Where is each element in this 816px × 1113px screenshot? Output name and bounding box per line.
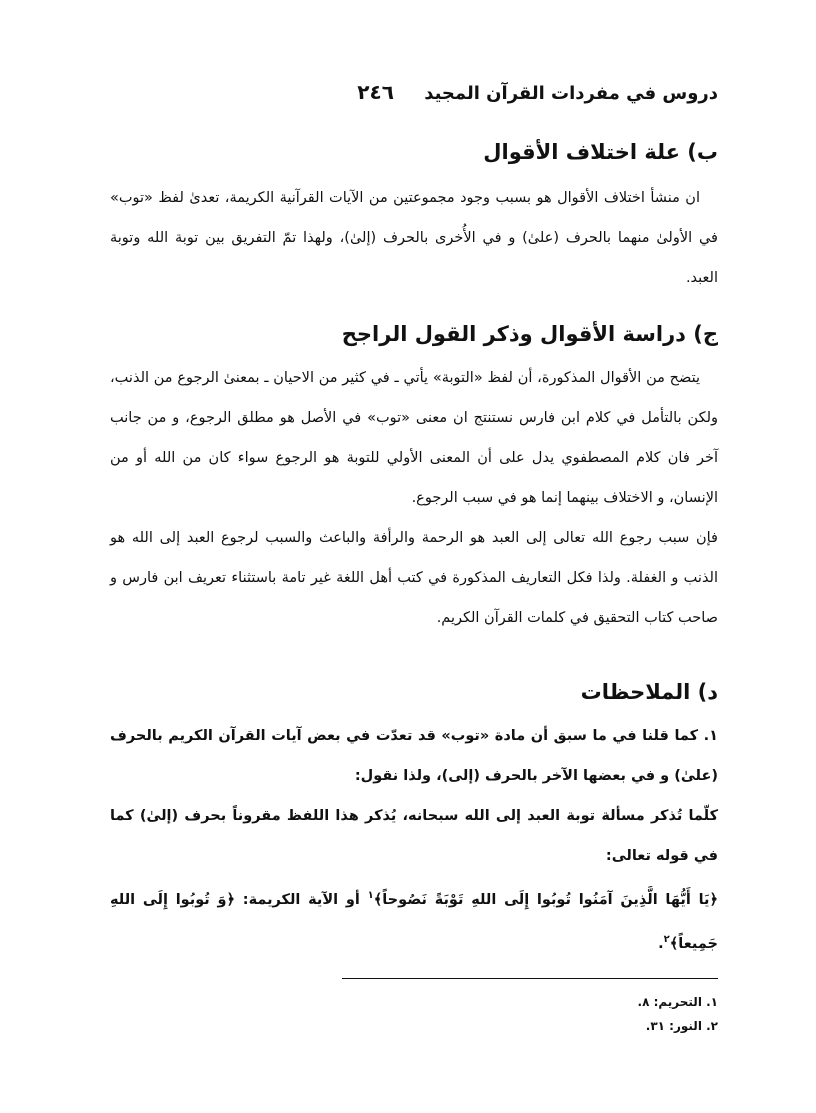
page-number: ٢٤٦ [357,80,394,104]
note-1-continuation: كلّما تُذكر مسألة توبة العبد إلى الله سبحانه، يُذكر هذا اللفظ مقروناً بحرف (إلىٰ) كما في قوله تعالى: [110,808,718,864]
footnote-ref-2: ٢ [663,933,670,945]
footnote-ref-1: ١ [367,890,374,901]
footnotes [638,990,718,1038]
footnote-divider [342,978,718,979]
section-b-heading: ب) علة اختلاف الأقوال [483,140,718,164]
verse-connector: أو الآية الكريمة: [242,891,360,908]
verse-1: ﴿يَا أَيُّهَا الَّذِينَ آمَنُوا تُوبُوا إِلَى اللهِ تَوْبَةً نَصُوحاً﴾ [373,891,718,908]
section-b-body: ان منشأ اختلاف الأقوال هو بسبب وجود مجموعتين من الآيات القرآنية الكريمة، تعدىٰ لفظ «توب» في الأولىٰ منهما بالحرف (علىٰ) و في الأُخرى بالحرف (إلىٰ)، ولهذا تمّ التفريق بين توبة الله وتوبة العبد. [110,190,718,286]
section-d-heading: د) الملاحظات [580,680,718,704]
book-title: دروس في مفردات القرآن المجيد [424,83,718,104]
note-1: ١. كما قلنا في ما سبق أن مادة «توب» قد تعدّت في بعض آيات القرآن الكريم بالحرف (علىٰ) و في بعضها الآخر بالحرف (إلى)، ولذا نقول: [110,728,718,784]
section-c-heading: ج) دراسة الأقوال وذكر القول الراجح [341,322,718,346]
verse-2: ﴿وَ تُوبُوا إِلَى اللهِ جَمِيعاً﴾ [110,891,718,952]
footnote-2: ٢. النور: ٣١. [645,1019,718,1033]
section-c-paragraph-1: يتضح من الأقوال المذكورة، أن لفظ «التوبة» يأتي ـ في كثير من الاحيان ـ بمعنىٰ الرجوع من الذنب، ولكن بالتأمل في كلام ابن فارس نستنتج ان معنى «توب» في الأصل هو مطلق الرجوع، و من جانب آخر فان كلام المصطفوي يدل على أن المعنى الأولي للتوبة هو الرجوع سواء كان من الله أو من الإنسان، و الاختلاف بينهما إنما هو في سبب الرجوع. [110,370,718,506]
quranic-verses: ﴿يَا أَيُّهَا الَّذِينَ آمَنُوا تُوبُوا إِلَى اللهِ تَوْبَةً نَصُوحاً﴾$^١$ أو الآية الكريمة: ﴿وَ تُوبُوا إِلَى اللهِ جَمِيعاً﴾$^٢$. [110,890,718,952]
section-c-paragraph-2: فإن سبب رجوع الله تعالى إلى العبد هو الرحمة والرأفة والباعث والسبب لرجوع العبد إلى الله هو الذنب و الغفلة. ولذا فكل التعاريف المذكورة في كتب أهل اللغة غير تامة باستثناء تعريف ابن فارس و صاحب كتاب التحقيق في كلمات القرآن الكريم. [110,530,718,626]
running-header [357,80,718,104]
footnote-1: ١. التحريم: ٨. [637,995,718,1009]
